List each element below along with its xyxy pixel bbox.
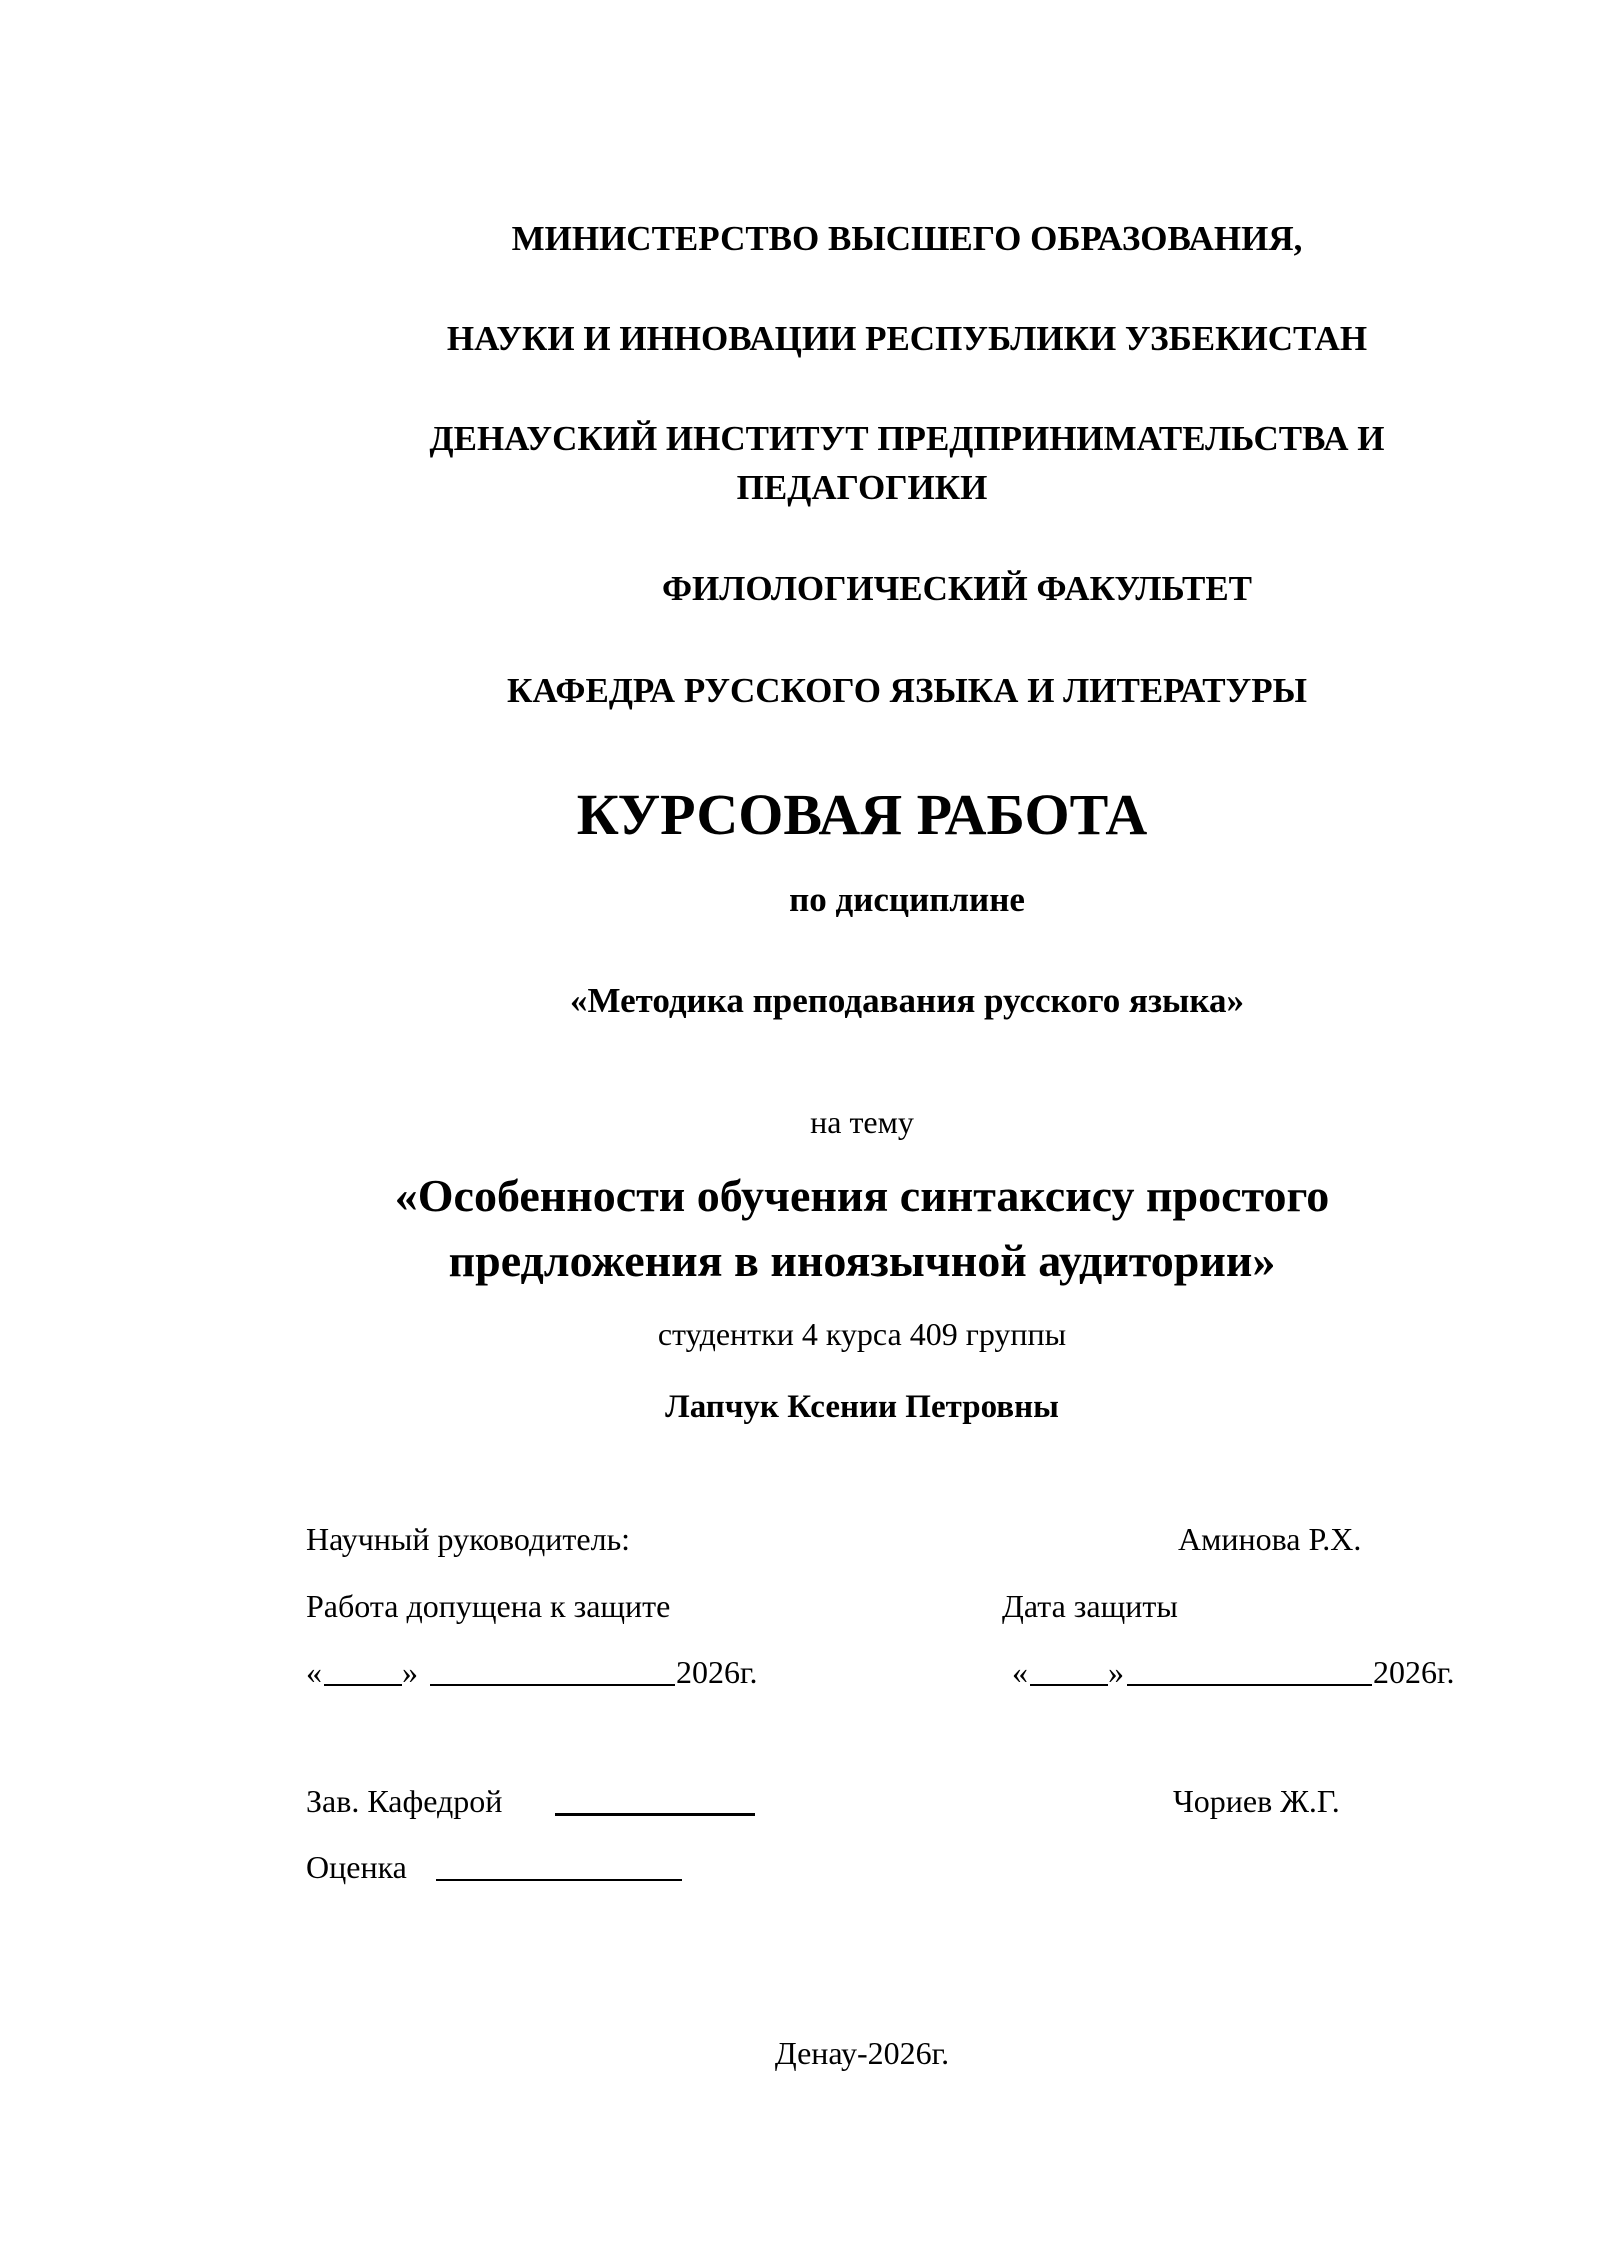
admitted-month-blank bbox=[430, 1684, 675, 1686]
place-and-year: Денау-2026г. bbox=[774, 2035, 950, 2071]
admitted-year: 2026г. bbox=[676, 1654, 758, 1690]
defense-open-quote: « bbox=[1012, 1654, 1028, 1690]
defense-close-quote: » bbox=[1108, 1654, 1124, 1690]
admitted-close-quote: » bbox=[402, 1654, 418, 1690]
student-info: студентки 4 курса 409 группы bbox=[657, 1316, 1067, 1352]
topic-label: на тему bbox=[810, 1104, 914, 1140]
institute-line-1: ДЕНАУСКИЙ ИНСТИТУТ ПРЕДПРИНИМАТЕЛЬСТВА И bbox=[429, 419, 1385, 458]
head-of-department-name: Чориев Ж.Г. bbox=[1173, 1783, 1340, 1819]
defense-date-label: Дата защиты bbox=[1002, 1588, 1178, 1624]
ministry-line-2: НАУКИ И ИННОВАЦИИ РЕСПУБЛИКИ УЗБЕКИСТАН bbox=[446, 319, 1368, 358]
admitted-day-blank bbox=[324, 1684, 402, 1686]
defense-month-blank bbox=[1127, 1684, 1372, 1686]
institute-line-2: ПЕДАГОГИКИ bbox=[736, 468, 988, 507]
admitted-label: Работа допущена к защите bbox=[306, 1588, 671, 1624]
ministry-line-1: МИНИСТЕРСТВО ВЫСШЕГО ОБРАЗОВАНИЯ, bbox=[511, 219, 1303, 258]
department-name: КАФЕДРА РУССКОГО ЯЗЫКА И ЛИТЕРАТУРЫ bbox=[506, 671, 1308, 710]
admitted-open-quote: « bbox=[306, 1654, 322, 1690]
supervisor-label: Научный руководитель: bbox=[306, 1521, 631, 1557]
work-type-title: КУРСОВАЯ РАБОТА bbox=[576, 782, 1148, 847]
student-name: Лапчук Ксении Петровны bbox=[665, 1389, 1059, 1425]
head-of-department-label: Зав. Кафедрой bbox=[306, 1783, 503, 1819]
defense-day-blank bbox=[1030, 1684, 1108, 1686]
grade-label: Оценка bbox=[306, 1849, 407, 1885]
faculty-name: ФИЛОЛОГИЧЕСКИЙ ФАКУЛЬТЕТ bbox=[661, 569, 1253, 608]
defense-year: 2026г. bbox=[1373, 1654, 1455, 1690]
discipline-name: «Методика преподавания русского языка» bbox=[570, 981, 1244, 1020]
discipline-label: по дисциплине bbox=[789, 880, 1025, 919]
head-signature-blank bbox=[555, 1813, 755, 1816]
topic-line-2: предложения в иноязычной аудитории» bbox=[448, 1235, 1276, 1286]
grade-blank bbox=[436, 1879, 682, 1881]
supervisor-name: Аминова Р.Х. bbox=[1178, 1521, 1362, 1557]
topic-line-1: «Особенности обучения синтаксису простого bbox=[394, 1170, 1330, 1221]
